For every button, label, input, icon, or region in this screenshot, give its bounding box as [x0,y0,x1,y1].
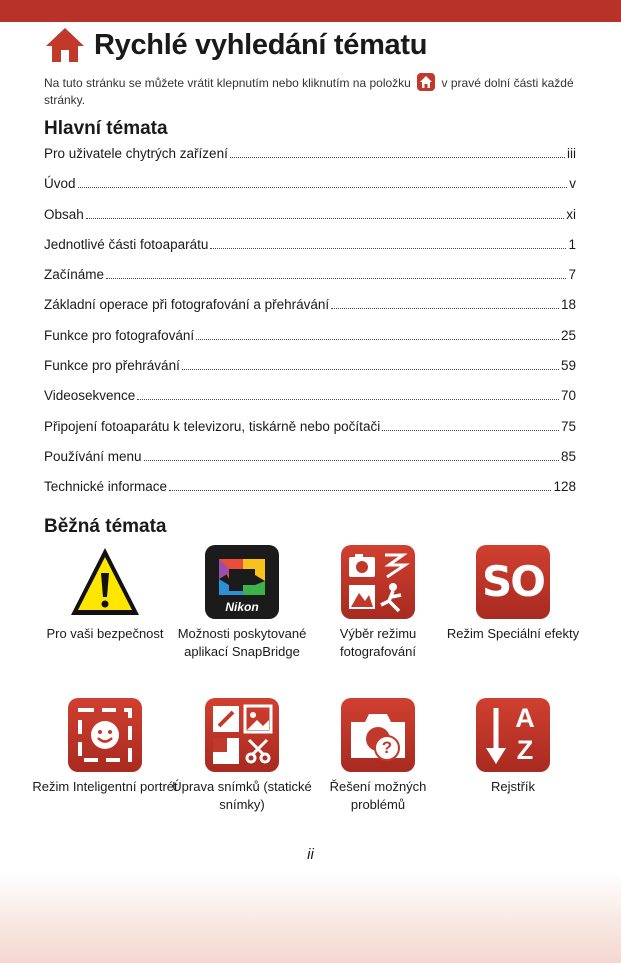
toc-page: 7 [568,267,576,283]
toc-label: Obsah [44,206,84,222]
toc-item[interactable] [44,176,576,206]
toc-item[interactable] [44,237,576,267]
toc-item[interactable] [44,267,576,297]
page-header [44,26,427,64]
toc-leader [210,248,566,249]
tile-label: Výběr režimu fotografování [339,626,417,659]
toc-leader [331,308,559,309]
toc-page: 1 [568,236,576,252]
toc-label: Funkce pro přehrávání [44,358,180,374]
toc-label: Videosekvence [44,388,136,404]
toc-label: Jednotlivé části fotoaparátu [44,236,209,252]
snapbridge-icon [205,545,279,619]
toc-leader [137,399,559,400]
toc-item[interactable] [44,328,576,358]
tile-index[interactable] [438,698,588,796]
intro-text-before: Na tuto stránku se můžete vrátit klepnutím nebo kliknutím na položku [44,76,411,90]
toc-leader [106,278,566,279]
toc-page: 18 [560,297,576,313]
tile-retouch[interactable] [167,698,317,814]
shooting-mode-icon [341,545,415,619]
toc-page: xi [566,206,576,222]
toc-label: Funkce pro fotografování [44,327,195,343]
toc-leader [169,490,551,491]
retouch-icon [205,698,279,772]
toc-leader [86,218,564,219]
page-number: ii [307,846,314,863]
nikon-logo-text: Nikon [225,600,259,614]
toc-label: Pro uživatele chytrých zařízení [44,146,228,161]
toc-page: v [569,176,576,192]
common-topics-heading: Běžná témata [44,516,167,537]
page-title: Rychlé vyhledání tématu [94,28,428,61]
top-accent-bar [0,0,621,22]
toc-leader [382,430,559,431]
main-topics-heading: Hlavní témata [44,118,168,139]
special-effects-icon-text: SO [482,557,544,606]
home-icon[interactable] [44,26,86,64]
toc-item[interactable] [44,449,576,479]
toc-page: 59 [560,358,576,374]
tile-label: Pro vaši bezpečnost [46,626,164,641]
tile-label: Možnosti poskytované aplikací SnapBridge [177,626,307,659]
toc-list [44,146,576,510]
tile-label: Úprava snímků (statické snímky) [172,779,312,812]
toc-label: Úvod [44,176,76,192]
toc-label: Připojení fotoaparátu k televizoru, tiskárně nebo počítači [44,418,381,434]
tile-label: Režim Speciální efekty [446,626,580,641]
toc-item[interactable] [44,358,576,388]
toc-leader [230,157,565,158]
tile-snapbridge[interactable] [167,545,317,661]
tile-label: Režim Inteligentní portrét [32,779,178,794]
toc-label: Začínáme [44,267,105,283]
toc-item[interactable] [44,388,576,418]
index-icon [476,698,550,772]
tile-safety[interactable] [30,545,180,643]
toc-label: Technické informace [44,479,168,495]
toc-page: 75 [560,418,576,434]
toc-leader [182,369,559,370]
tile-troubleshooting[interactable] [303,698,453,814]
intro-text-after: v pravé dolní části každé stránky. [44,76,574,107]
special-effects-icon [476,545,550,619]
toc-label: Používání menu [44,448,142,464]
toc-page: 85 [560,448,576,464]
intro-text [44,73,574,109]
index-letters: AZ [515,703,535,765]
tile-label: Rejstřík [490,779,536,794]
toc-page: 128 [553,479,576,495]
toc-leader [78,187,568,188]
smart-portrait-icon [68,698,142,772]
toc-page: 70 [560,388,576,404]
toc-item[interactable] [44,419,576,449]
tile-label: Řešení možných problémů [329,779,427,812]
warning-icon [68,545,142,619]
toc-item[interactable] [44,207,576,237]
toc-leader [196,339,559,340]
troubleshooting-icon [341,698,415,772]
bottom-gradient [0,873,621,963]
toc-leader [144,460,559,461]
toc-item[interactable] [44,146,576,176]
tile-special-effects[interactable] [438,545,588,643]
toc-item[interactable] [44,297,576,327]
toc-item[interactable] [44,479,576,509]
tile-shooting-mode[interactable] [303,545,453,661]
toc-page: 25 [560,327,576,343]
home-icon-inline [417,73,435,91]
question-mark-text: ? [381,738,393,757]
tile-smart-portrait[interactable] [30,698,180,796]
toc-page: iii [567,146,576,161]
toc-label: Základní operace při fotografování a přehrávání [44,297,330,313]
